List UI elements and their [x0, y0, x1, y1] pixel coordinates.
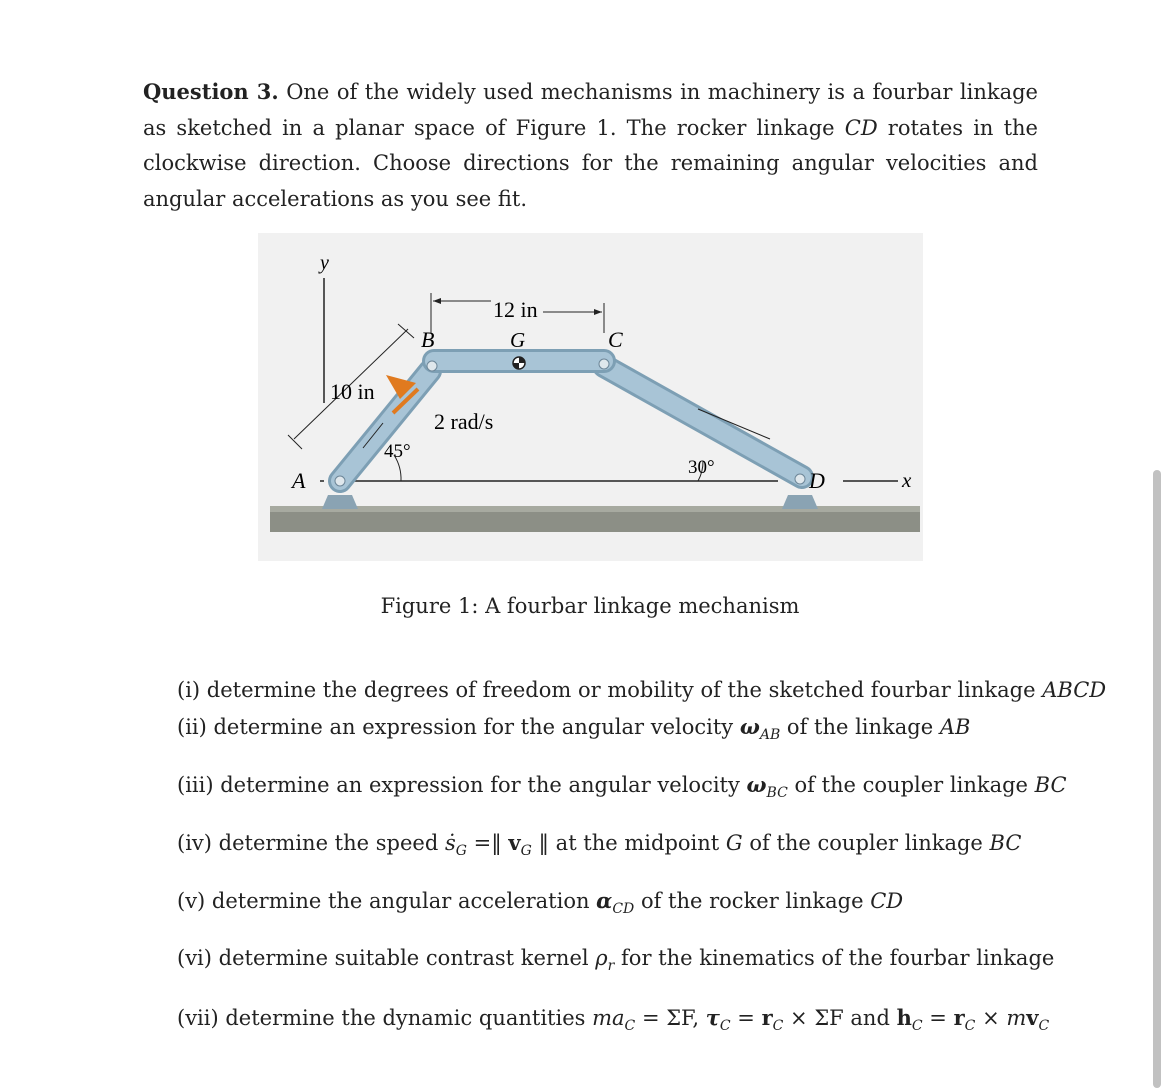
label-a: A [292, 468, 306, 493]
rocker-symbol: CD [844, 115, 878, 140]
question-ii-omega: ω [739, 714, 760, 739]
question-iii-sub: BC [766, 785, 788, 802]
question-iii-text-a: (iii) determine an expression for the angular velocity [177, 773, 740, 797]
question-vi-text-a: (vi) determine suitable contrast kernel [177, 946, 589, 970]
question-v-sub: CD [612, 901, 635, 918]
question-vi-rho: ρ [595, 946, 608, 970]
question-iv-g: G [725, 831, 743, 855]
question-iii-omega: ω [746, 772, 767, 797]
question-i-text: (i) determine the degrees of freedom or mobility of the sketched fourbar linkage [177, 678, 1036, 702]
question-vii-r2-sub: C [964, 1018, 976, 1035]
question-iv [177, 830, 1021, 859]
question-ii-sub: AB [759, 727, 781, 744]
question-iv-text-b: at the midpoint [555, 831, 720, 855]
support-a [322, 495, 358, 509]
question-vii-eq4: = [929, 1006, 947, 1030]
label-angle-a: 45° [384, 441, 411, 462]
question-vii-tau: τ [705, 1005, 720, 1030]
question-ii-text-a: (ii) determine an expression for the angular velocity [177, 715, 734, 739]
question-iii-text-b: of the coupler linkage [794, 773, 1028, 797]
pin-b [427, 361, 437, 371]
question-iv-text-c: of the coupler linkage [749, 831, 983, 855]
question-ii-symbol: AB [939, 715, 971, 739]
label-dim-left: 10 in [330, 379, 375, 404]
label-dim-top: 12 in [493, 297, 538, 322]
question-vi-text-b: for the kinematics of the fourbar linkage [621, 946, 1055, 970]
question-iv-sub: G [455, 843, 467, 860]
question-iv-sdot: ṡ [444, 831, 456, 855]
question-v [177, 888, 903, 917]
pin-c [599, 359, 609, 369]
label-g: G [510, 328, 526, 352]
question-vi-sub: r [607, 958, 615, 975]
question-iv-v: v [508, 830, 521, 855]
figure-caption: Figure 1: A fourbar linkage mechanism [380, 594, 800, 618]
question-iv-eq: =‖ [473, 831, 502, 855]
question-label: Question 3. [143, 79, 279, 104]
question-vii-eq1: = ΣF, [641, 1006, 700, 1030]
question-vi [177, 946, 1054, 974]
question-vii-eq2: = [737, 1006, 755, 1030]
pin-d [795, 474, 805, 484]
question-v-symbol: CD [870, 889, 904, 913]
question-vii-ma-sub: C [624, 1018, 636, 1035]
question-vii-v: v [1026, 1005, 1039, 1030]
question-vii-r: r [761, 1005, 773, 1030]
question-vii-h-sub: C [911, 1018, 923, 1035]
question-vii-eq3: × ΣF and [790, 1006, 890, 1030]
question-vii-tau-sub: C [719, 1018, 731, 1035]
question-iii-symbol: BC [1034, 773, 1067, 797]
question-vii-ma: ma [592, 1006, 625, 1030]
label-d: D [809, 468, 825, 493]
question-i [177, 678, 1106, 702]
question-iv-eq2: ‖ [538, 831, 549, 855]
label-y: y [320, 252, 329, 274]
question-vii-eq5: × [982, 1006, 1000, 1030]
question-vii-m: m [1006, 1006, 1027, 1030]
label-b: B [421, 327, 435, 352]
question-vii-r2: r [953, 1005, 965, 1030]
ground [270, 510, 920, 532]
vertical-scrollbar[interactable] [1153, 470, 1161, 1088]
question-vii-h: h [896, 1005, 912, 1030]
intro-text-1: One of the widely used mechanisms in machinery is a fourbar linkage as sketched in a planar space of Figure 1. The rocker linkage [143, 80, 1038, 140]
question-ii-text-b: of the linkage [786, 715, 934, 739]
question-vii [177, 1005, 1049, 1034]
question-i-symbol: ABCD [1042, 678, 1107, 702]
question-ii [177, 714, 970, 743]
question-vii-text-a: (vii) determine the dynamic quantities [177, 1006, 586, 1030]
fourbar-figure [258, 233, 923, 561]
question-vii-r-sub: C [772, 1018, 784, 1035]
question-iii [177, 772, 1067, 801]
label-x: x [902, 468, 912, 492]
intro-text-2: rotates in the clockwise direction. Choose directions for the remaining angular velocities and angular accelerations as you see fit. [143, 115, 1038, 211]
question-vii-v-sub: C [1038, 1018, 1050, 1035]
question-intro [143, 74, 1038, 217]
question-v-text-a: (v) determine the angular acceleration [177, 889, 590, 913]
question-iv-vsub: G [520, 843, 532, 860]
question-iv-symbol: BC [989, 831, 1022, 855]
label-angle-d: 30° [688, 457, 715, 478]
pin-a [335, 476, 345, 486]
label-omega: 2 rad/s [434, 409, 494, 434]
question-v-alpha: α [596, 888, 613, 913]
ground-top [270, 506, 920, 512]
question-v-text-b: of the rocker linkage [640, 889, 864, 913]
support-d [782, 495, 818, 509]
question-iv-text-a: (iv) determine the speed [177, 831, 439, 855]
label-c: C [608, 327, 623, 352]
